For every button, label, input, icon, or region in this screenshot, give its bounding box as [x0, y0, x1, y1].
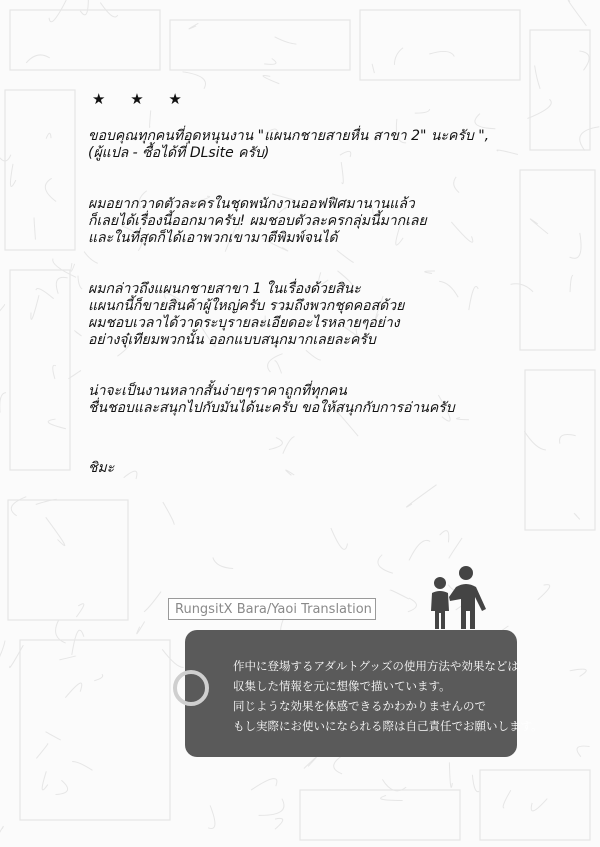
disclaimer-line: 作中に登場するアダルトグッズの使用方法や効果などは	[233, 659, 519, 673]
text-line: ผมชอบเวลาได้วาดระบุรายละเอียดอะไรหลายๆอย่าง	[88, 315, 400, 331]
disclaimer-line: 収集した情報を元に想像で描いています。	[233, 679, 451, 693]
author-signature: ชิมะ	[88, 460, 115, 476]
disclaimer-box	[185, 630, 543, 757]
paragraph-enjoy	[88, 383, 455, 417]
text-line: และในที่สุดก็ได้เอาพวกเขามาตีพิมพ์จนได้	[88, 230, 338, 246]
paragraph-thanks	[88, 128, 489, 162]
text-line: ก็เลยได้เรื่องนี้ออกมาครับ! ผมชอบตัวละครกลุ่มนี้มากเลย	[88, 213, 427, 229]
text-line: ชื่นชอบและสนุกไปกับมันได้นะครับ ขอให้สนุกกับการอ่านครับ	[88, 400, 455, 416]
disclaimer-text	[233, 656, 543, 736]
translator-watermark: RungsitX Bara/Yaoi Translation	[168, 598, 376, 620]
disclaimer-line: もし実際にお使いになられる際は自己責任でお願いします。	[233, 719, 543, 733]
text-line: ผมกล่าวถึงแผนกชายสาขา 1 ในเรื่องด้วยสินะ	[88, 281, 361, 297]
text-line: น่าจะเป็นงานหลากสั้นง่ายๆราคาถูกที่ทุกคน	[88, 383, 347, 399]
paragraph-branch-one	[88, 281, 404, 349]
text-line: ขอบคุณทุกคนที่อุดหนุนงาน "แผนกชายสายหื่น สาขา 2" นะครับ ",	[88, 128, 490, 144]
circle-icon	[173, 670, 209, 706]
text-line: ผมอยากวาดตัวละครในชุดพนักงานออฟฟิศมานานแล้ว	[88, 196, 415, 212]
two-figures-icon	[428, 565, 490, 631]
paragraph-office-workers	[88, 196, 427, 247]
text-line: แผนกนี้ก็ขายสินค้าผู้ใหญ่ครับ รวมถึงพวกชุดคอสด้วย	[88, 298, 405, 314]
disclaimer-line: 同じような効果を体感できるかわかりませんので	[233, 699, 486, 713]
text-line: อย่างจุ๋เทียมพวกนั้น ออกแบบสนุกมากเลยละครับ	[88, 332, 376, 348]
text-line: (ผู้แปล - ซื้อได้ที่ DLsite ครับ)	[88, 145, 270, 161]
star-separator: ★ ★ ★	[92, 90, 192, 108]
